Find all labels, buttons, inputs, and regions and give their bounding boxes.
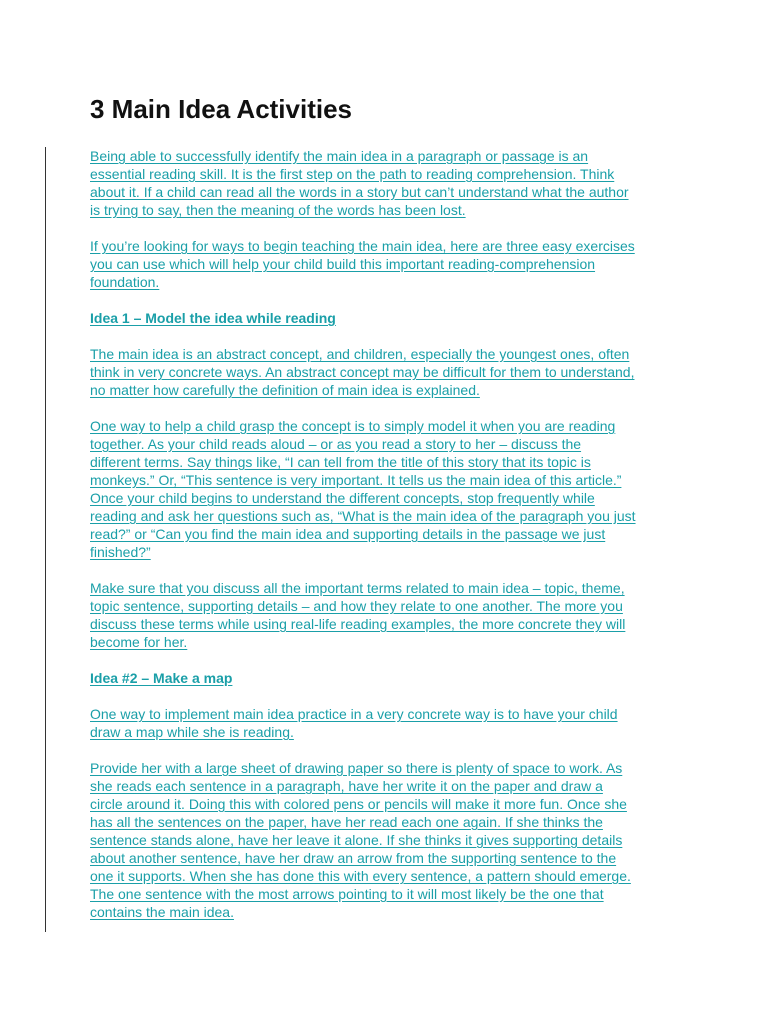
paragraph bbox=[90, 417, 690, 561]
paragraph-line: about another sentence, have her draw an arrow from the supporting sentence to the bbox=[90, 850, 617, 866]
paragraph bbox=[90, 237, 690, 291]
paragraph-line: Once your child begins to understand the different concepts, stop frequently while bbox=[90, 490, 595, 506]
document-title: 3 Main Idea Activities bbox=[90, 94, 353, 124]
paragraph-line: essential reading skill. It is the first step on the path to reading comprehension. Think bbox=[90, 166, 615, 182]
paragraph-line: Make sure that you discuss all the important terms related to main idea – topic, theme, bbox=[90, 580, 625, 596]
paragraph bbox=[90, 345, 690, 399]
paragraph-line: contains the main idea. bbox=[90, 904, 234, 920]
paragraph-line: is trying to say, then the meaning of the words has been lost. bbox=[90, 202, 466, 218]
paragraph-line: discuss these terms while using real-life reading examples, the more concrete they will bbox=[90, 616, 626, 632]
paragraph-line: different terms. Say things like, “I can tell from the title of this story that its topic is bbox=[90, 454, 591, 470]
paragraph-line: The one sentence with the most arrows pointing to it will most likely be the one that bbox=[90, 886, 604, 902]
paragraph-line: One way to implement main idea practice in a very concrete way is to have your child bbox=[90, 706, 618, 722]
paragraph-line: one it supports. When she has done this with every sentence, a pattern should emerge. bbox=[90, 868, 631, 884]
paragraph-line: finished?” bbox=[90, 544, 151, 560]
paragraph-line: Provide her with a large sheet of drawing paper so there is plenty of space to work. As bbox=[90, 760, 623, 776]
paragraph-line: become for her. bbox=[90, 634, 188, 650]
paragraph-line: think in very concrete ways. An abstract concept may be difficult for them to understand, bbox=[90, 364, 635, 380]
paragraph-line: foundation. bbox=[90, 274, 160, 290]
paragraph bbox=[90, 147, 690, 219]
paragraph-line: monkeys.” Or, “This sentence is very important. It tells us the main idea of this article.” bbox=[90, 472, 622, 488]
section-heading: Idea 1 – Model the idea while reading bbox=[90, 310, 336, 326]
paragraph-line: together. As your child reads aloud – or as you read a story to her – discuss the bbox=[90, 436, 582, 452]
document-body bbox=[90, 147, 690, 939]
paragraph-line: topic sentence, supporting details – and how they relate to one another. The more you bbox=[90, 598, 623, 614]
paragraph-line: she reads each sentence in a paragraph, have her write it on the paper and draw a bbox=[90, 778, 603, 794]
paragraph-line: read?” or “Can you find the main idea and supporting details in the passage we just bbox=[90, 526, 606, 542]
paragraph bbox=[90, 579, 690, 651]
paragraph-line: circle around it. Doing this with colored pens or pencils will make it more fun. Once she bbox=[90, 796, 627, 812]
paragraph-line: Being able to successfully identify the main idea in a paragraph or passage is an bbox=[90, 148, 589, 164]
paragraph-line: The main idea is an abstract concept, and children, especially the youngest ones, often bbox=[90, 346, 630, 362]
paragraph-line: sentence stands alone, have her leave it alone. If she thinks it gives supporting details bbox=[90, 832, 623, 848]
paragraph bbox=[90, 705, 690, 741]
paragraph-line: reading and ask her questions such as, “What is the main idea of the paragraph you just bbox=[90, 508, 636, 524]
paragraph bbox=[90, 759, 690, 921]
paragraph-line: One way to help a child grasp the concept is to simply model it when you are reading bbox=[90, 418, 616, 434]
paragraph-line: draw a map while she is reading. bbox=[90, 724, 294, 740]
paragraph-line: you can use which will help your child build this important reading-comprehension bbox=[90, 256, 596, 272]
paragraph-line: about it. If a child can read all the words in a story but can’t understand what the author bbox=[90, 184, 629, 200]
paragraph-line: If you’re looking for ways to begin teaching the main idea, here are three easy exercises bbox=[90, 238, 635, 254]
section-heading: Idea #2 – Make a map bbox=[90, 670, 233, 686]
paragraph-line: has all the sentences on the paper, have her read each one again. If she thinks the bbox=[90, 814, 603, 830]
paragraph-line: no matter how carefully the definition of main idea is explained. bbox=[90, 382, 480, 398]
revision-change-bar bbox=[45, 147, 46, 932]
